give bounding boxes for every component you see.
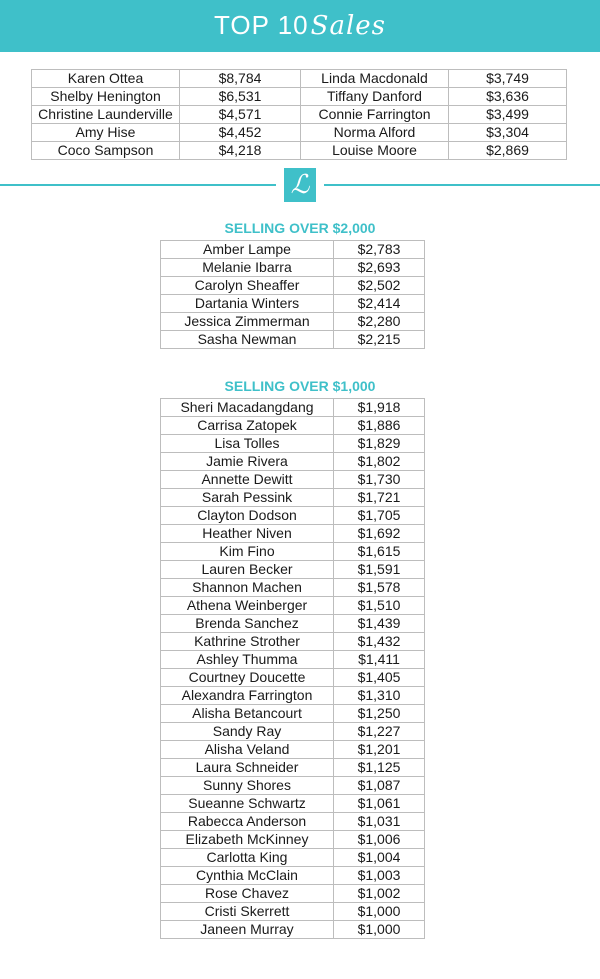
seller-name: Athena Weinberger [161, 597, 334, 615]
table-row [161, 903, 425, 921]
seller-name: Clayton Dodson [161, 507, 334, 525]
over-2000-table [160, 240, 425, 349]
seller-amount: $2,783 [334, 241, 425, 259]
seller-amount: $1,721 [334, 489, 425, 507]
seller-name: Dartania Winters [161, 295, 334, 313]
seller-amount: $4,571 [180, 106, 301, 124]
seller-name: Annette Dewitt [161, 471, 334, 489]
top-ten-table [31, 69, 567, 160]
seller-name: Sueanne Schwartz [161, 795, 334, 813]
table-row [161, 417, 425, 435]
seller-name: Carolyn Sheaffer [161, 277, 334, 295]
title-main: TOP 10 [213, 10, 309, 40]
seller-amount: $3,304 [449, 124, 567, 142]
seller-name: Melanie Ibarra [161, 259, 334, 277]
seller-amount: $2,502 [334, 277, 425, 295]
top-ten-body [32, 70, 567, 160]
seller-name: Sasha Newman [161, 331, 334, 349]
seller-name: Elizabeth McKinney [161, 831, 334, 849]
seller-name: Cristi Skerrett [161, 903, 334, 921]
seller-name: Shannon Machen [161, 579, 334, 597]
seller-name: Kim Fino [161, 543, 334, 561]
seller-amount: $1,439 [334, 615, 425, 633]
seller-amount: $1,918 [334, 399, 425, 417]
table-row [161, 313, 425, 331]
seller-amount: $1,591 [334, 561, 425, 579]
seller-amount: $1,829 [334, 435, 425, 453]
seller-name: Sunny Shores [161, 777, 334, 795]
seller-amount: $3,499 [449, 106, 567, 124]
table-row [161, 633, 425, 651]
seller-amount: $1,061 [334, 795, 425, 813]
seller-amount: $1,310 [334, 687, 425, 705]
seller-name: Alexandra Farrington [161, 687, 334, 705]
seller-name: Jamie Rivera [161, 453, 334, 471]
section-title-over-2000: SELLING OVER $2,000 [224, 220, 376, 236]
seller-amount: $1,730 [334, 471, 425, 489]
seller-amount: $1,802 [334, 453, 425, 471]
table-row [161, 669, 425, 687]
divider-left [0, 184, 276, 186]
seller-amount: $4,452 [180, 124, 301, 142]
table-row [161, 867, 425, 885]
table-row [161, 651, 425, 669]
seller-amount: $1,000 [334, 903, 425, 921]
table-row [161, 295, 425, 313]
table-row [161, 831, 425, 849]
seller-amount: $2,280 [334, 313, 425, 331]
table-row [32, 124, 567, 142]
seller-name: Jessica Zimmerman [161, 313, 334, 331]
table-row [161, 579, 425, 597]
seller-amount: $1,000 [334, 921, 425, 939]
table-row [161, 561, 425, 579]
seller-name: Courtney Doucette [161, 669, 334, 687]
page-title [0, 10, 600, 41]
seller-name: Amber Lampe [161, 241, 334, 259]
table-row [161, 471, 425, 489]
title-script: Sales [310, 11, 386, 41]
seller-name: Sheri Macadangdang [161, 399, 334, 417]
table-row [161, 331, 425, 349]
seller-name: Sarah Pessink [161, 489, 334, 507]
table-row [161, 453, 425, 471]
table-row [161, 259, 425, 277]
seller-amount: $4,218 [180, 142, 301, 160]
table-row [161, 277, 425, 295]
seller-amount: $1,578 [334, 579, 425, 597]
table-row [161, 759, 425, 777]
table-row [161, 489, 425, 507]
divider-right [324, 184, 600, 186]
table-row [32, 88, 567, 106]
seller-amount: $1,250 [334, 705, 425, 723]
table-row [32, 70, 567, 88]
seller-name: Rose Chavez [161, 885, 334, 903]
seller-amount: $1,510 [334, 597, 425, 615]
seller-amount: $1,692 [334, 525, 425, 543]
seller-name: Alisha Veland [161, 741, 334, 759]
table-row [161, 777, 425, 795]
seller-name: Janeen Murray [161, 921, 334, 939]
table-row [32, 142, 567, 160]
seller-amount: $1,125 [334, 759, 425, 777]
seller-amount: $1,003 [334, 867, 425, 885]
table-row [161, 399, 425, 417]
table-row [161, 435, 425, 453]
over-1000-body [161, 399, 425, 939]
seller-amount: $1,201 [334, 741, 425, 759]
table-row [161, 741, 425, 759]
seller-name: Shelby Henington [32, 88, 180, 106]
seller-name: Lisa Tolles [161, 435, 334, 453]
seller-amount: $2,414 [334, 295, 425, 313]
seller-name: Laura Schneider [161, 759, 334, 777]
seller-name: Lauren Becker [161, 561, 334, 579]
seller-name: Carrisa Zatopek [161, 417, 334, 435]
seller-name: Sandy Ray [161, 723, 334, 741]
table-row [161, 507, 425, 525]
seller-amount: $1,886 [334, 417, 425, 435]
seller-name: Linda Macdonald [301, 70, 449, 88]
seller-name: Norma Alford [301, 124, 449, 142]
seller-name: Carlotta King [161, 849, 334, 867]
seller-amount: $1,705 [334, 507, 425, 525]
brand-logo-icon: ℒ [284, 168, 316, 202]
seller-name: Alisha Betancourt [161, 705, 334, 723]
seller-name: Connie Farrington [301, 106, 449, 124]
seller-amount: $1,006 [334, 831, 425, 849]
seller-amount: $2,215 [334, 331, 425, 349]
over-2000-body [161, 241, 425, 349]
seller-name: Heather Niven [161, 525, 334, 543]
table-row [161, 241, 425, 259]
seller-amount: $2,693 [334, 259, 425, 277]
seller-name: Rabecca Anderson [161, 813, 334, 831]
seller-name: Christine Launderville [32, 106, 180, 124]
seller-amount: $1,411 [334, 651, 425, 669]
table-row [161, 921, 425, 939]
table-row [161, 885, 425, 903]
seller-name: Coco Sampson [32, 142, 180, 160]
table-row [161, 849, 425, 867]
seller-name: Ashley Thumma [161, 651, 334, 669]
seller-name: Louise Moore [301, 142, 449, 160]
seller-amount: $2,869 [449, 142, 567, 160]
seller-name: Brenda Sanchez [161, 615, 334, 633]
table-row [161, 615, 425, 633]
seller-amount: $1,031 [334, 813, 425, 831]
table-row [161, 597, 425, 615]
section-title-over-1000: SELLING OVER $1,000 [224, 378, 376, 394]
table-row [161, 543, 425, 561]
table-row [161, 723, 425, 741]
table-row [32, 106, 567, 124]
seller-amount: $1,405 [334, 669, 425, 687]
table-row [161, 795, 425, 813]
seller-amount: $1,432 [334, 633, 425, 651]
seller-name: Amy Hise [32, 124, 180, 142]
seller-name: Cynthia McClain [161, 867, 334, 885]
seller-name: Tiffany Danford [301, 88, 449, 106]
seller-amount: $1,615 [334, 543, 425, 561]
seller-name: Kathrine Strother [161, 633, 334, 651]
seller-amount: $3,636 [449, 88, 567, 106]
seller-amount: $6,531 [180, 88, 301, 106]
seller-amount: $3,749 [449, 70, 567, 88]
table-row [161, 687, 425, 705]
over-1000-table [160, 398, 425, 939]
table-row [161, 813, 425, 831]
seller-amount: $1,087 [334, 777, 425, 795]
seller-amount: $8,784 [180, 70, 301, 88]
header-banner [0, 0, 600, 52]
seller-amount: $1,004 [334, 849, 425, 867]
seller-amount: $1,227 [334, 723, 425, 741]
seller-name: Karen Ottea [32, 70, 180, 88]
seller-amount: $1,002 [334, 885, 425, 903]
table-row [161, 705, 425, 723]
table-row [161, 525, 425, 543]
